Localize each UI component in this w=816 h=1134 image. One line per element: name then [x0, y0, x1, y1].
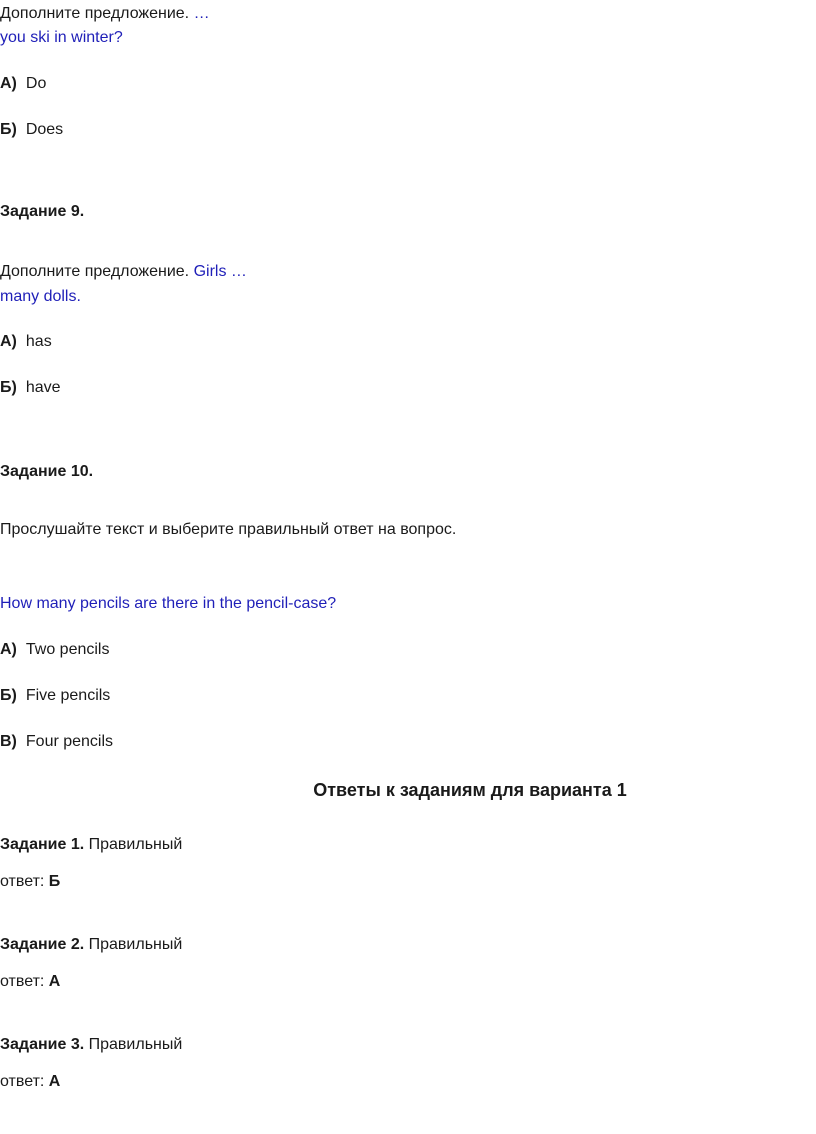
q9-option-a[interactable] [0, 332, 52, 352]
option-text: have [25, 379, 61, 396]
q10-question: How many pencils are there in the pencil-case? [0, 595, 337, 612]
option-text: Two pencils [25, 641, 110, 658]
option-text: Does [25, 121, 64, 138]
q10-instruction: Прослушайте текст и выберите правильный ответ на вопрос. [0, 521, 457, 538]
answer-2-line [0, 935, 182, 955]
answer-1-line [0, 835, 182, 855]
answer-value: А [48, 1073, 61, 1090]
option-letter: Б) [0, 687, 17, 704]
q8-sentence-start: … [193, 5, 210, 22]
q9-title: Задание 9. [0, 203, 85, 220]
option-text: Do [25, 75, 47, 92]
q9-option-b[interactable] [0, 378, 61, 398]
q8-prompt: Дополните предложение. [0, 5, 190, 22]
answer-label: ответ: [0, 873, 45, 890]
answer-3-line [0, 1035, 182, 1055]
option-letter: А) [0, 333, 17, 350]
answer-text: Правильный [88, 836, 183, 853]
option-text: Five pencils [25, 687, 111, 704]
q9-sentence-end: many dolls. [0, 288, 81, 305]
q10-option-b[interactable] [0, 686, 110, 706]
answer-value: А [48, 973, 61, 990]
answer-label: ответ: [0, 973, 45, 990]
option-text: has [25, 333, 52, 350]
answer-text: Правильный [88, 1036, 183, 1053]
option-letter: А) [0, 75, 17, 92]
answer-1-value-line [0, 872, 60, 892]
q10-option-c[interactable] [0, 732, 113, 752]
option-letter: Б) [0, 379, 17, 396]
answers-heading: Ответы к заданиям для варианта 1 [313, 780, 627, 800]
option-text: Four pencils [25, 733, 114, 750]
answer-task-label: Задание 2. [0, 936, 85, 953]
q8-option-b[interactable] [0, 120, 63, 140]
q9-sentence-start: Girls … [193, 263, 247, 280]
answer-2-value-line [0, 972, 60, 992]
option-letter: А) [0, 641, 17, 658]
answer-3-value-line [0, 1072, 60, 1092]
answer-value: Б [48, 873, 61, 890]
answer-label: ответ: [0, 1073, 45, 1090]
q10-option-a[interactable] [0, 640, 109, 660]
q9-prompt-line [0, 262, 247, 282]
option-letter: В) [0, 733, 17, 750]
q8-option-a[interactable] [0, 74, 46, 94]
q9-prompt: Дополните предложение. [0, 263, 190, 280]
q8-sentence-end: you ski in winter? [0, 29, 123, 46]
q10-title: Задание 10. [0, 463, 94, 480]
option-letter: Б) [0, 121, 17, 138]
answer-task-label: Задание 3. [0, 1036, 85, 1053]
q8-prompt-line [0, 4, 210, 24]
answer-text: Правильный [88, 936, 183, 953]
answer-task-label: Задание 1. [0, 836, 85, 853]
